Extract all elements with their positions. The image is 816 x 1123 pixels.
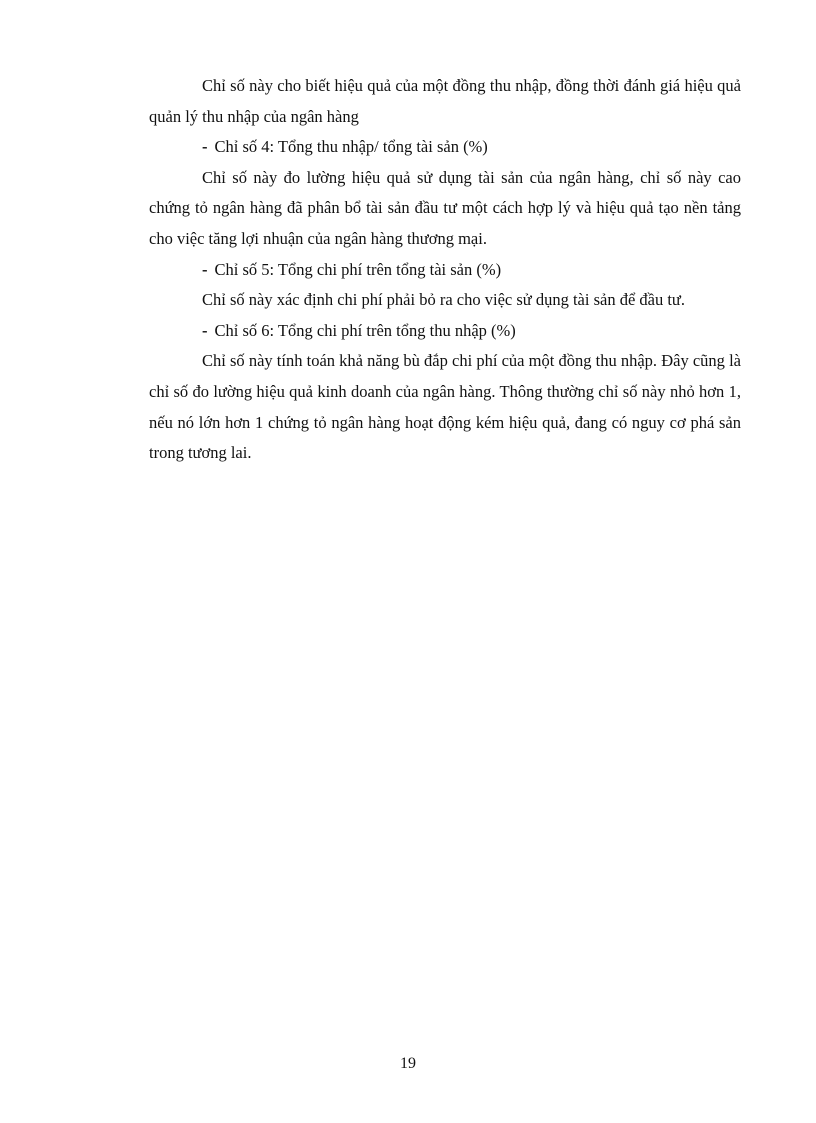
bullet-index-4	[149, 132, 741, 163]
paragraph-index-6-explanation: Chỉ số này tính toán khả năng bù đắp chi phí của một đồng thu nhập. Đây cũng là chỉ số đo lường hiệu quả kinh doanh của ngân hàng. Thông thường chỉ số này nhỏ hơn 1, nếu nó lớn hơn 1 chứng tỏ ngân hàng hoạt động kém hiệu quả, đang có nguy cơ phá sản trong tương lai.	[149, 351, 741, 463]
paragraph-index-5-explanation: Chỉ số này xác định chi phí phải bỏ ra cho việc sử dụng tài sản để đầu tư.	[202, 290, 685, 310]
page-number: 19	[400, 1055, 416, 1072]
bullet-dash: -	[202, 320, 208, 340]
bullet-index-6	[149, 316, 741, 347]
bullet-dash: -	[202, 137, 208, 157]
paragraph-index-4-explanation: Chỉ số này đo lường hiệu quả sử dụng tài sản của ngân hàng, chỉ số này cao chứng tỏ ngân hàng đã phân bổ tài sản đầu tư một cách hợp lý và hiệu quả tạo nền tảng cho việc tăng lợi nhuận của ngân hàng thương mại.	[149, 167, 741, 248]
bullet-dash: -	[202, 259, 208, 279]
bullet-text: Chỉ số 4: Tổng thu nhập/ tổng tài sản (%)	[214, 137, 488, 157]
paragraph-index-3-explanation: Chỉ số này cho biết hiệu quả của một đồng thu nhập, đồng thời đánh giá hiệu quả quản lý thu nhập của ngân hàng	[149, 76, 741, 126]
body-text	[149, 71, 741, 469]
bullet-text: Chỉ số 5: Tổng chi phí trên tổng tài sản (%)	[214, 259, 502, 279]
bullet-text: Chỉ số 6: Tổng chi phí trên tổng thu nhập (%)	[214, 320, 516, 340]
bullet-index-5	[149, 255, 741, 286]
